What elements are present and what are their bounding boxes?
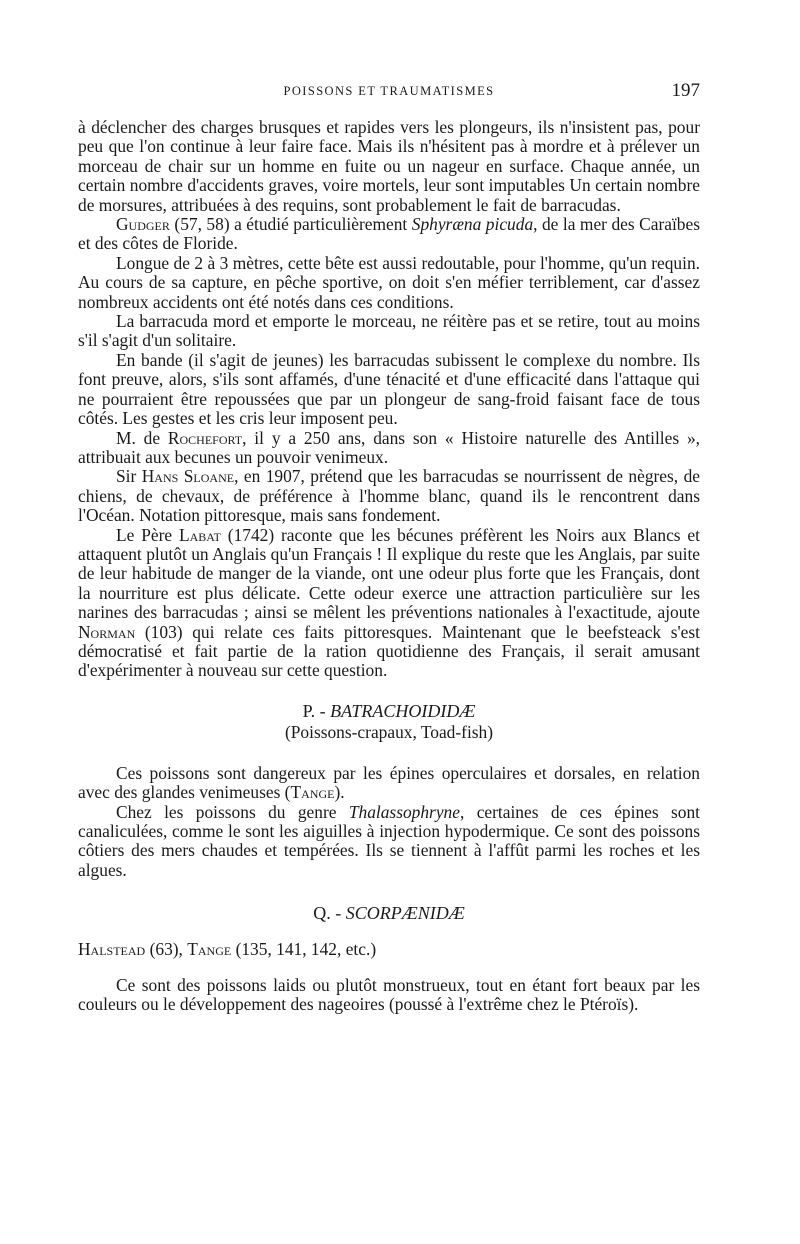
author-name: Norman	[78, 621, 136, 642]
paragraph-text: Chez les poissons du genre	[116, 801, 349, 822]
section-subtitle: (Poissons-crapaux, Toad-fish)	[284, 721, 494, 742]
paragraph-text: , certaines de ces épines sont canaliculées, comme le sont les aiguilles à injection hypodermique. Ce sont des poissons côtiers des mers chaudes et tempérées. Ils se tiennent à l'affût parmi les roches et les algues.	[78, 801, 701, 880]
genus-name: Thalassophryne	[348, 801, 460, 822]
paragraph-text: (135, 141, 142, etc.)	[231, 939, 377, 960]
paragraph-text: , en 1907, prétend que les barracudas se nourrissent de nègres, de chiens, de chevaux, de préférence à l'homme blanc, quand ils le rencontrent dans l'Océan. Notation pittoresque, mais sans fondement.	[78, 466, 700, 526]
paragraph-text: (63),	[145, 939, 188, 960]
page-header	[78, 80, 700, 102]
section-label: Q. -	[313, 903, 346, 924]
author-name: Hans Sloane	[141, 466, 235, 487]
family-name: BATRACHOIDIDÆ	[330, 700, 476, 721]
paragraph-text: (1742) raconte que les bécunes préfèrent les Noirs aux Blancs et attaquent plutôt un Anglais qu'un Français ! Il explique du reste que les Anglais, par suite de leur habitude de manger de la viande, ont une odeur plus forte que les Français, dont la nourriture est plus délicate. Cette odeur exerce une attraction particulière sur les narines des barracudas ; ainsi se mêlent les préventions nationales à l'exactitude, ajoute	[78, 524, 700, 623]
author-name: Tange	[290, 782, 335, 803]
section-label: P. -	[302, 700, 331, 721]
paragraph-thalassophryne	[78, 803, 700, 881]
paragraph-scorpaenidae: Ce sont des poissons laids ou plutôt monstrueux, tout en étant fort beaux par les couleurs ou le développement des nageoires (poussé à l'extrême chez le Ptéroïs).	[78, 974, 700, 1015]
paragraph-solitary: La barracuda mord et emporte le morceau, ne réitère pas et se retire, tout au moins s'il s'agit d'un solitaire.	[78, 311, 700, 351]
paragraph-text: ).	[334, 782, 345, 803]
section-heading-p	[78, 701, 700, 722]
section-heading-q	[78, 903, 700, 924]
paragraph-bands: En bande (il s'agit de jeunes) les barracudas subissent le complexe du nombre. Ils font preuve, alors, s'ils sont affamés, d'une ténacité et d'une efficacité dans l'attaque qui ne pourraient être repoussées que par un plongeur de sang-froid faisant face de tous côtés. Les gestes et les cris leur imposent peu.	[78, 349, 700, 429]
references-line	[78, 940, 700, 959]
paragraph-gudger	[78, 215, 700, 254]
paragraph-text: M. de	[116, 427, 168, 448]
author-name: Halstead	[78, 939, 146, 960]
paragraph-sloane	[78, 467, 700, 525]
paragraph-labat	[78, 526, 700, 681]
page-number: 197	[671, 80, 700, 101]
paragraph-text: Le Père	[116, 524, 179, 545]
family-name: SCORPÆNIDÆ	[345, 903, 465, 924]
author-name: Tange	[187, 939, 232, 960]
author-name: Rochefort	[167, 427, 243, 448]
body-text	[78, 118, 700, 1014]
author-name: Gudger	[116, 214, 170, 235]
paragraph-text: Ces poissons sont dangereux par les épines operculaires et dorsales, en relation avec des glandes venimeuses (	[78, 762, 700, 803]
paragraph-size: Longue de 2 à 3 mètres, cette bête est aussi redoutable, pour l'homme, qu'un requin. Au cours de sa capture, en pêche sportive, on doit s'en méfier terriblement, car d'assez nombreux accidents ont été notés dans ces conditions.	[78, 252, 700, 312]
paragraph-text: , il y a 250 ans, dans son « Histoire naturelle des Antilles », attribuait aux becunes un pouvoir venimeux.	[78, 427, 701, 467]
author-name: Labat	[178, 524, 221, 545]
species-name: Sphyræna picuda	[411, 214, 534, 235]
paragraph-batrachoididae-spines	[78, 764, 700, 803]
paragraph-text: , de la mer des Caraïbes et des côtes de Floride.	[78, 214, 700, 254]
paragraph-barracuda-attacks: à déclencher des charges brusques et rapides vers les plongeurs, ils n'insistent pas, pour peu que l'on continue à leur faire face. Mais ils n'hésitent pas à mordre et à prélever un morceau de chair sur un homme en fuite ou un nageur en surface. Chaque année, un certain nombre d'accidents graves, voire mortels, leur sont imputables Un certain nombre de morsures, attribuées à des requins, sont probablement le fait de barracudas.	[78, 117, 700, 215]
paragraph-text: Sir	[116, 466, 142, 487]
running-title: POISSONS ET TRAUMATISMES	[283, 84, 495, 98]
paragraph-rochefort	[78, 429, 700, 468]
paragraph-text: (103) qui relate ces faits pittoresques. Maintenant que le beefsteack s'est démocratisé et fait partie de la ration quotidienne des Français, il serait amusant d'expérimenter à nouveau sur cette question.	[78, 621, 700, 681]
paragraph-text: (57, 58) a étudié particulièrement	[169, 214, 412, 235]
